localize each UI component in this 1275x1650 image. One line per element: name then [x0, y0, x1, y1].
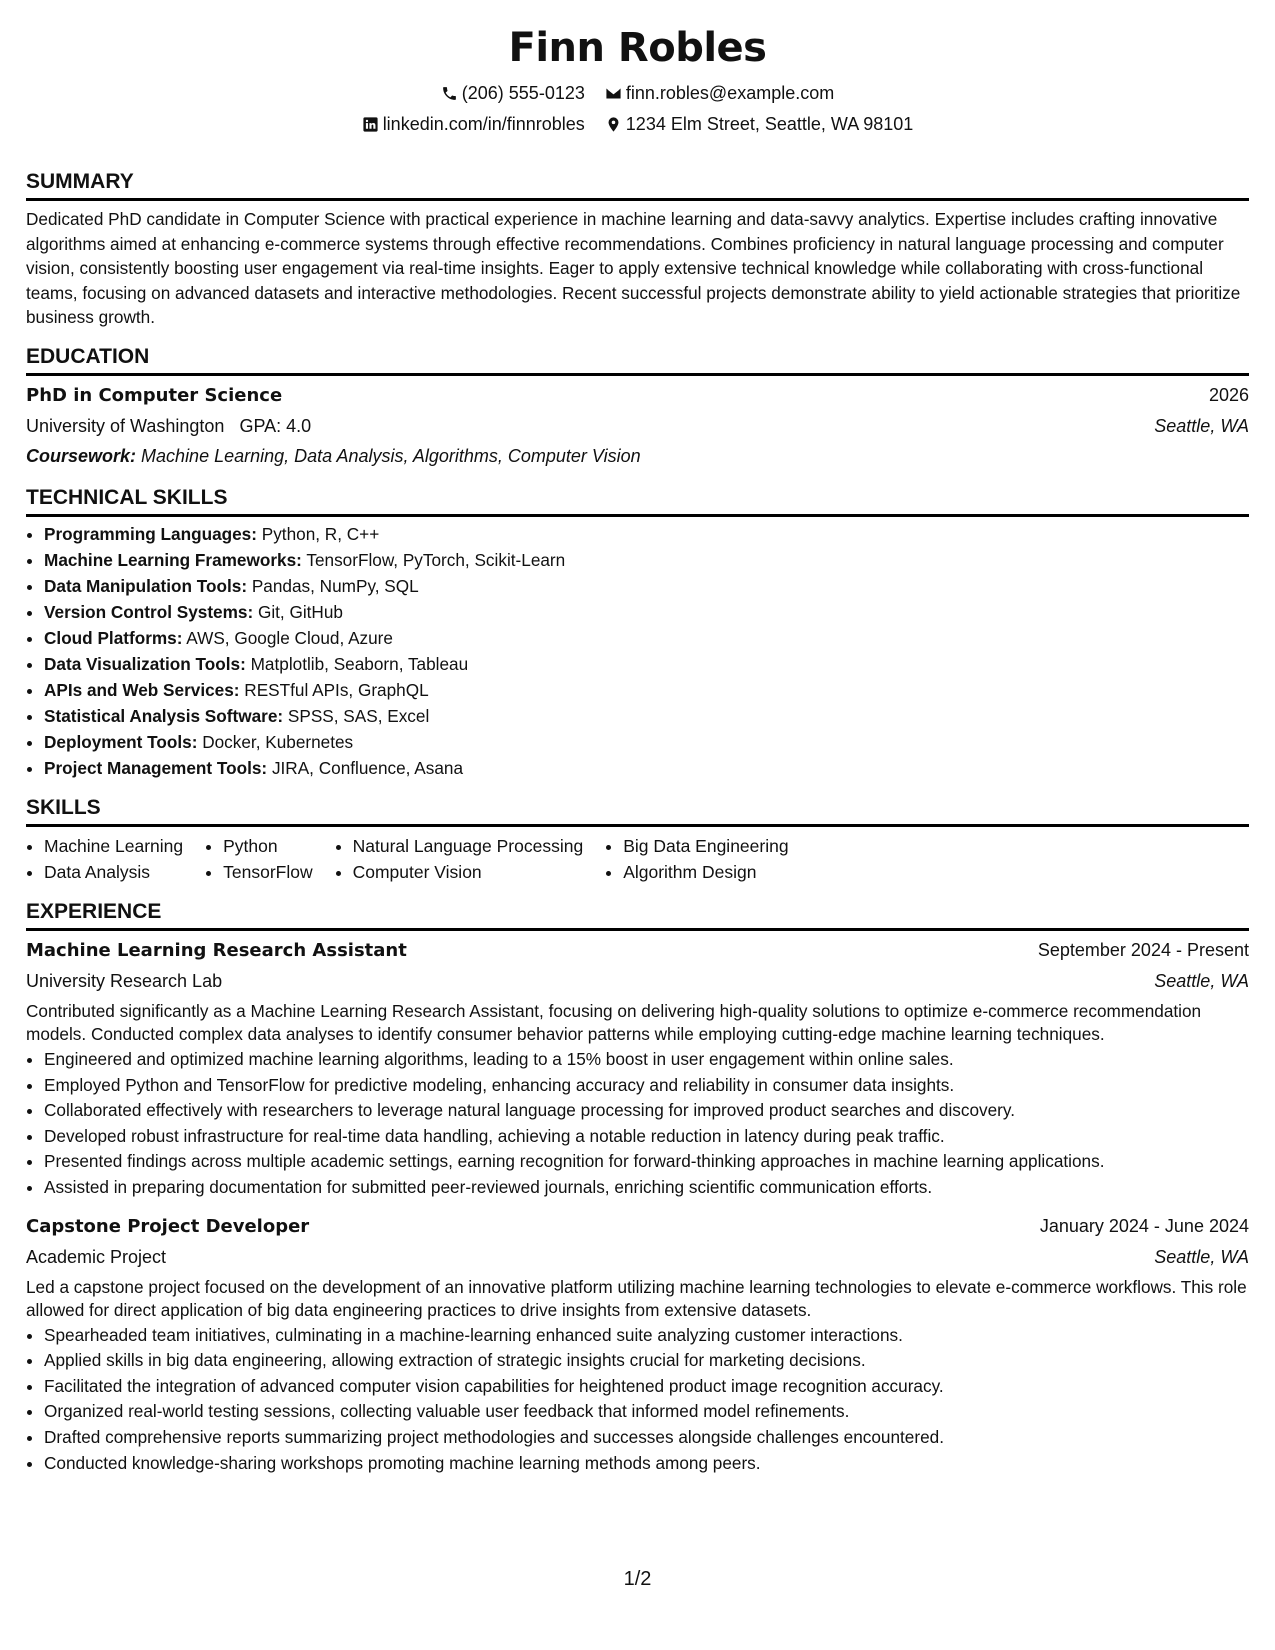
email-contact[interactable] — [605, 82, 834, 104]
technical-skill-label: Statistical Analysis Software: — [44, 705, 284, 726]
degree: PhD in Computer Science — [26, 384, 283, 406]
skill-item: • TensorFlow — [223, 859, 312, 885]
job-bullet: • Presented findings across multiple academic settings, earning recognition for forward-thinking approaches in machine learning applications. — [44, 1149, 1249, 1175]
resume-page — [26, 20, 1249, 1476]
job-bullet: • Collaborated effectively with researchers to leverage natural language processing for improved product searches and discovery. — [44, 1098, 1249, 1124]
phone-text: (206) 555-0123 — [461, 83, 585, 103]
skill-item: • Machine Learning — [44, 833, 183, 859]
technical-skill-value: Docker, Kubernetes — [202, 731, 354, 752]
job-organization: University Research Lab — [26, 970, 223, 991]
job-bullet: • Assisted in preparing documentation for submitted peer-reviewed journals, enriching scientific communication efforts. — [44, 1175, 1249, 1201]
technical-skill-label: Deployment Tools: — [44, 731, 198, 752]
technical-skills-section — [26, 485, 1249, 781]
job-bullet: • Employed Python and TensorFlow for predictive modeling, enhancing accuracy and reliability in consumer data insights. — [44, 1073, 1249, 1099]
job-bullet: • Organized real-world testing sessions, collecting valuable user feedback that informed model refinements. — [44, 1399, 1249, 1425]
technical-skill-label: Cloud Platforms: — [44, 627, 183, 648]
summary-text: Dedicated PhD candidate in Computer Science with practical experience in machine learning and data-savvy analytics. Expertise includes crafting innovative algorithms aimed at enhancing e-commerce systems through effective recommendations. Combines proficiency in natural language processing and computer vision, consistently boosting user engagement via real-time insights. Eager to apply extensive technical knowledge while collaborating with cross-functional teams, focusing on advanced datasets and interactive methodologies. Recent successful projects demonstrate ability to yield actionable strategies that prioritize business growth. — [26, 209, 1241, 328]
section-title: SUMMARY — [26, 169, 1249, 201]
technical-skill-item — [44, 755, 1249, 781]
envelope-icon — [605, 85, 622, 102]
contact-row-2 — [26, 113, 1249, 135]
skills-section — [26, 795, 1249, 885]
skill-item: • Algorithm Design — [623, 859, 788, 885]
technical-skill-item — [44, 521, 1249, 547]
gpa: GPA: 4.0 — [239, 415, 312, 436]
technical-skill-value: TensorFlow, PyTorch, Scikit-Learn — [306, 549, 566, 570]
linkedin-icon — [362, 116, 379, 133]
education-section — [26, 344, 1249, 471]
technical-skill-item — [44, 573, 1249, 599]
graduation-year: 2026 — [1208, 384, 1249, 405]
technical-skill-item — [44, 703, 1249, 729]
job-header — [26, 935, 1249, 966]
skill-item: • Natural Language Processing — [353, 833, 584, 859]
technical-skill-value: SPSS, SAS, Excel — [287, 705, 430, 726]
job-bullet: • Developed robust infrastructure for real-time data handling, achieving a notable reduction in latency during peak traffic. — [44, 1124, 1249, 1150]
job-bullets — [26, 1047, 1249, 1201]
section-title: TECHNICAL SKILLS — [26, 485, 1249, 517]
section-title: EDUCATION — [26, 344, 1249, 376]
skills-column — [605, 833, 788, 885]
technical-skill-label: Machine Learning Frameworks: — [44, 549, 302, 570]
skills-grid — [26, 833, 1249, 885]
technical-skill-label: Data Manipulation Tools: — [44, 575, 248, 596]
skills-column — [335, 833, 584, 885]
technical-skill-item — [44, 599, 1249, 625]
job-bullet: • Facilitated the integration of advanced computer vision capabilities for heightened product image recognition accuracy. — [44, 1374, 1249, 1400]
job-subheader — [26, 966, 1249, 996]
page-number: 1/2 — [623, 1568, 652, 1590]
job-bullet: • Drafted comprehensive reports summarizing project methodologies and successes alongside challenges encountered. — [44, 1425, 1249, 1451]
job-location: Seattle, WA — [1154, 970, 1249, 991]
school: University of Washington — [26, 415, 225, 436]
technical-skill-label: Programming Languages: — [44, 523, 257, 544]
technical-skill-value: JIRA, Confluence, Asana — [271, 757, 464, 778]
education-row-1 — [26, 380, 1249, 411]
email-text: finn.robles@example.com — [625, 83, 835, 103]
job-title: Capstone Project Developer — [26, 1215, 310, 1237]
skill-item: • Big Data Engineering — [623, 833, 788, 859]
job-description: Led a capstone project focused on the development of an innovative platform utilizing machine learning technologies to elevate e-commerce workflows. This role allowed for direct application of big data engineering practices to drive insights from extensive datasets. — [26, 1276, 1247, 1321]
job-bullet: • Applied skills in big data engineering, allowing extraction of strategic insights crucial for marketing decisions. — [44, 1348, 1249, 1374]
job-header — [26, 1211, 1249, 1242]
phone-contact[interactable] — [441, 82, 585, 104]
job-organization: Academic Project — [26, 1246, 167, 1267]
phone-icon — [441, 85, 458, 102]
technical-skill-value: Matplotlib, Seaborn, Tableau — [250, 653, 469, 674]
technical-skill-value: Git, GitHub — [257, 601, 343, 622]
job-title: Machine Learning Research Assistant — [26, 939, 407, 961]
experience-section — [26, 899, 1249, 1476]
technical-skill-item — [44, 625, 1249, 651]
job-dates: January 2024 - June 2024 — [1039, 1215, 1249, 1236]
skills-column — [26, 833, 183, 885]
address-contact — [605, 113, 914, 135]
jobs-list — [26, 935, 1249, 1476]
technical-skill-label: Version Control Systems: — [44, 601, 254, 622]
coursework: Machine Learning, Data Analysis, Algorithms, Computer Vision — [141, 445, 641, 466]
section-title: SKILLS — [26, 795, 1249, 827]
candidate-name: Finn Robles — [508, 25, 767, 71]
coursework-line — [26, 441, 1249, 471]
job-entry — [26, 935, 1249, 1201]
technical-skill-value: AWS, Google Cloud, Azure — [186, 627, 393, 648]
linkedin-text: linkedin.com/in/finnrobles — [382, 114, 585, 134]
job-bullet: • Spearheaded team initiatives, culminating in a machine-learning enhanced suite analyzing customer interactions. — [44, 1323, 1249, 1349]
education-location: Seattle, WA — [1154, 415, 1249, 436]
school-line — [26, 411, 311, 441]
coursework-label: Coursework: — [26, 445, 137, 466]
linkedin-contact[interactable] — [362, 113, 585, 135]
skill-item: • Python — [223, 833, 312, 859]
summary-section — [26, 169, 1249, 330]
technical-skill-item — [44, 547, 1249, 573]
contact-row-1 — [26, 82, 1249, 104]
technical-skill-label: Data Visualization Tools: — [44, 653, 246, 674]
technical-skills-list — [26, 521, 1249, 781]
technical-skill-label: APIs and Web Services: — [44, 679, 240, 700]
technical-skill-item — [44, 677, 1249, 703]
job-bullet: • Engineered and optimized machine learning algorithms, leading to a 15% boost in user engagement within online sales. — [44, 1047, 1249, 1073]
map-pin-icon — [605, 116, 622, 133]
job-dates: September 2024 - Present — [1037, 939, 1249, 960]
address-text: 1234 Elm Street, Seattle, WA 98101 — [625, 114, 914, 134]
technical-skill-label: Project Management Tools: — [44, 757, 268, 778]
technical-skill-item — [44, 729, 1249, 755]
job-subheader — [26, 1242, 1249, 1272]
job-bullets — [26, 1323, 1249, 1477]
technical-skill-item — [44, 651, 1249, 677]
job-location: Seattle, WA — [1154, 1246, 1249, 1267]
job-description: Contributed significantly as a Machine Learning Research Assistant, focusing on delivering high-quality solutions to optimize e-commerce recommendation models. Conducted complex data analyses to identify consumer behavior patterns while employing cutting-edge machine learning techniques. — [26, 1000, 1202, 1045]
job-bullet: • Conducted knowledge-sharing workshops promoting machine learning methods among peers. — [44, 1451, 1249, 1477]
technical-skill-value: Python, R, C++ — [261, 523, 380, 544]
section-title: EXPERIENCE — [26, 899, 1249, 931]
skill-item: • Computer Vision — [353, 859, 584, 885]
technical-skill-value: RESTful APIs, GraphQL — [244, 679, 429, 700]
skills-column — [205, 833, 312, 885]
education-row-2 — [26, 411, 1249, 441]
skill-item: • Data Analysis — [44, 859, 183, 885]
job-entry — [26, 1211, 1249, 1477]
technical-skill-value: Pandas, NumPy, SQL — [251, 575, 419, 596]
